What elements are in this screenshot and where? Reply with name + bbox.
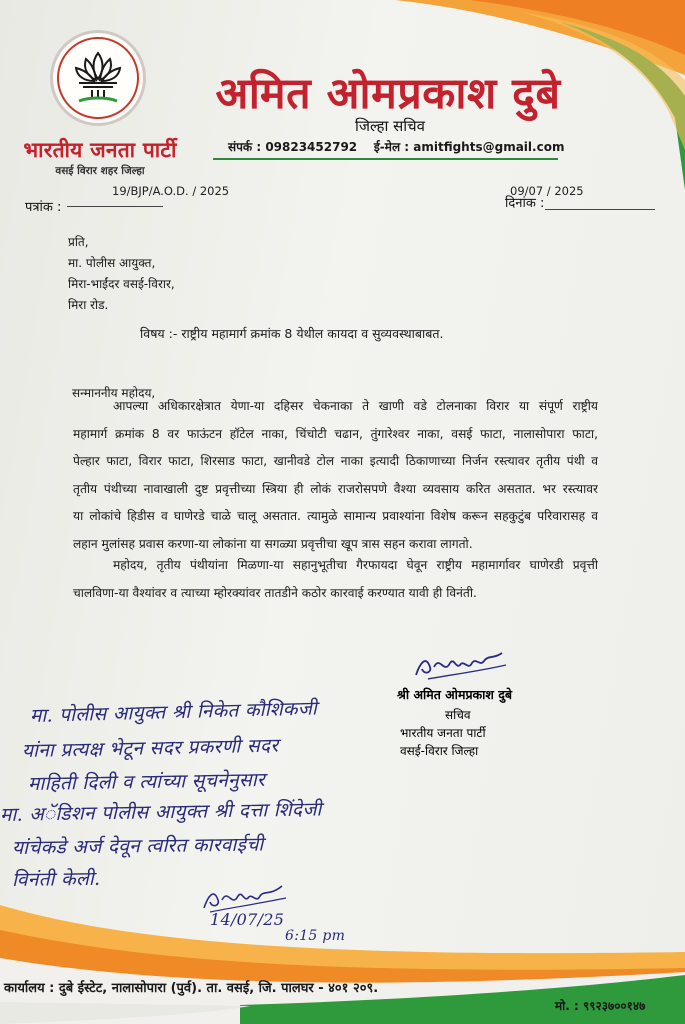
- salutation: सन्माननीय महोदय,: [72, 386, 156, 400]
- paragraph-line: चालविणा-या वैश्यांवर व त्याच्या म्होरक्यांवर तातडीने कठोर कारवाई करण्यात यावी ही विनंती.: [73, 585, 477, 600]
- body-paragraph-2: [73, 552, 598, 607]
- sender-title: जिल्हा सचिव: [355, 117, 425, 135]
- handwritten-signature: [410, 645, 510, 685]
- header-divider: [213, 158, 558, 160]
- sender-name: अमित ओमप्रकाश दुबे: [215, 69, 561, 119]
- note-date: 14/07/25: [210, 910, 285, 929]
- body-paragraph-1: [73, 393, 598, 558]
- signatory-district: वसई-विरार जिल्हा: [400, 744, 479, 758]
- paragraph-line: आपल्या अधिकारक्षेत्रात येणा-या दहिसर चेकनाका ते खाणी वडे टोलनाका विरार या संपूर्ण राष्ट्रीय: [113, 399, 598, 413]
- handwritten-note-line: यांचेकडे अर्ज देवून त्वरित कारवाईची: [11, 833, 264, 859]
- paragraph-line: तृतीय पंथीच्या नावाखाली दुष्ट प्रवृत्तीच्या स्त्रिया ही लोकं राजरोसपणे वैश्या व्यवसाय करित असतात. भर रस्त्यावर: [73, 481, 598, 496]
- party-unit: वसई विरार शहर जिल्हा: [55, 165, 145, 177]
- date-value: 09/07 / 2025: [510, 184, 584, 198]
- reference-number: 19/BJP/A.O.D. / 2025: [112, 184, 230, 198]
- handwritten-note-line: विनंती केली.: [11, 867, 101, 891]
- email-label: ई-मेल :: [373, 140, 410, 154]
- date-label: दिनांक :: [505, 196, 545, 211]
- signatory-party: भारतीय जनता पार्टी: [400, 726, 486, 740]
- handwritten-note-line: यांना प्रत्यक्ष भेटून सदर प्रकरणी सदर: [21, 734, 279, 762]
- contact-line: [228, 138, 588, 155]
- signatory-title: सचिव: [445, 708, 471, 722]
- lotus-icon: [59, 39, 137, 117]
- paragraph-line: या लोकांचे हिडीस व घाणेरडे चाळे चालू असतात. त्यामुळे सामान्य प्रवाश्यांना विशेष करून सहकुटुंब परिवारासह व: [73, 509, 598, 523]
- date-underline: [545, 209, 655, 210]
- reference-underline: [67, 206, 163, 207]
- footer-mobile: मो. : ९९२३७००१४७: [555, 999, 646, 1013]
- addressee-line: मा. पोलीस आयुक्त,: [68, 256, 156, 270]
- paragraph-line: पेल्हार फाटा, विरार फाटा, शिरसाड फाटा, खानीवडे टोल नाका इत्यादी ठिकाणाच्या निर्जन रस्त्यावर तृतीय पंथी व: [73, 454, 598, 468]
- addressee-line: मिरा रोड.: [68, 298, 109, 312]
- contact-label: संपर्क :: [228, 140, 262, 154]
- footer-address: कार्यालय : दुबे ईस्टेट, नालासोपारा (पुर्व). ता. वसई, जि. पालघर - ४०१ २०९.: [4, 981, 379, 996]
- paragraph-line: महोदय, तृतीय पंथीयांना मिळणा-या सहानुभूतीचा गैरफायदा घेवून राष्ट्रीय महामार्गावर घाणेरडी प्रवृत्ती: [113, 558, 598, 572]
- paragraph-line: लहान मुलांसह प्रवास करणा-या लोकांना या सगळ्या प्रवृत्तीचा खूप त्रास सहन करावा लागतो.: [73, 536, 473, 551]
- logo-emblem: [57, 37, 139, 119]
- addressee-line: प्रति,: [68, 235, 89, 249]
- handwritten-note-line: मा. अॅडिशन पोलीस आयुक्त श्री दत्ता शिंदेजी: [0, 798, 322, 826]
- reference-label: पत्रांक :: [25, 200, 62, 215]
- subject-line: विषय :- राष्ट्रीय महामार्ग क्रमांक 8 येथील कायदा व सुव्यवस्थाबाबत.: [140, 326, 444, 341]
- handwritten-note-line: मा. पोलीस आयुक्त श्री निकेत कौशिकजी: [29, 697, 318, 727]
- paragraph-line: महामार्ग क्रमांक 8 वर फाऊंटन हॉटेल नाका, चिंचोटी चढान, तुंगारेश्वर नाका, वसई फाटा, नालासोपारा फाटा,: [73, 426, 598, 441]
- handwritten-note-line: माहिती दिली व त्यांच्या सूचनेनुसार: [27, 768, 266, 795]
- email-address: amitfights@gmail.com: [413, 140, 565, 154]
- signatory-name: श्री अमित ओमप्रकाश दुबे: [397, 687, 513, 702]
- addressee-line: मिरा-भाईंदर वसई-विरार,: [68, 277, 175, 291]
- party-name: भारतीय जनता पार्टी: [23, 138, 177, 162]
- note-time: 6:15 pm: [285, 928, 346, 944]
- addressee-block: [68, 232, 175, 316]
- contact-phone: 09823452792: [265, 140, 358, 154]
